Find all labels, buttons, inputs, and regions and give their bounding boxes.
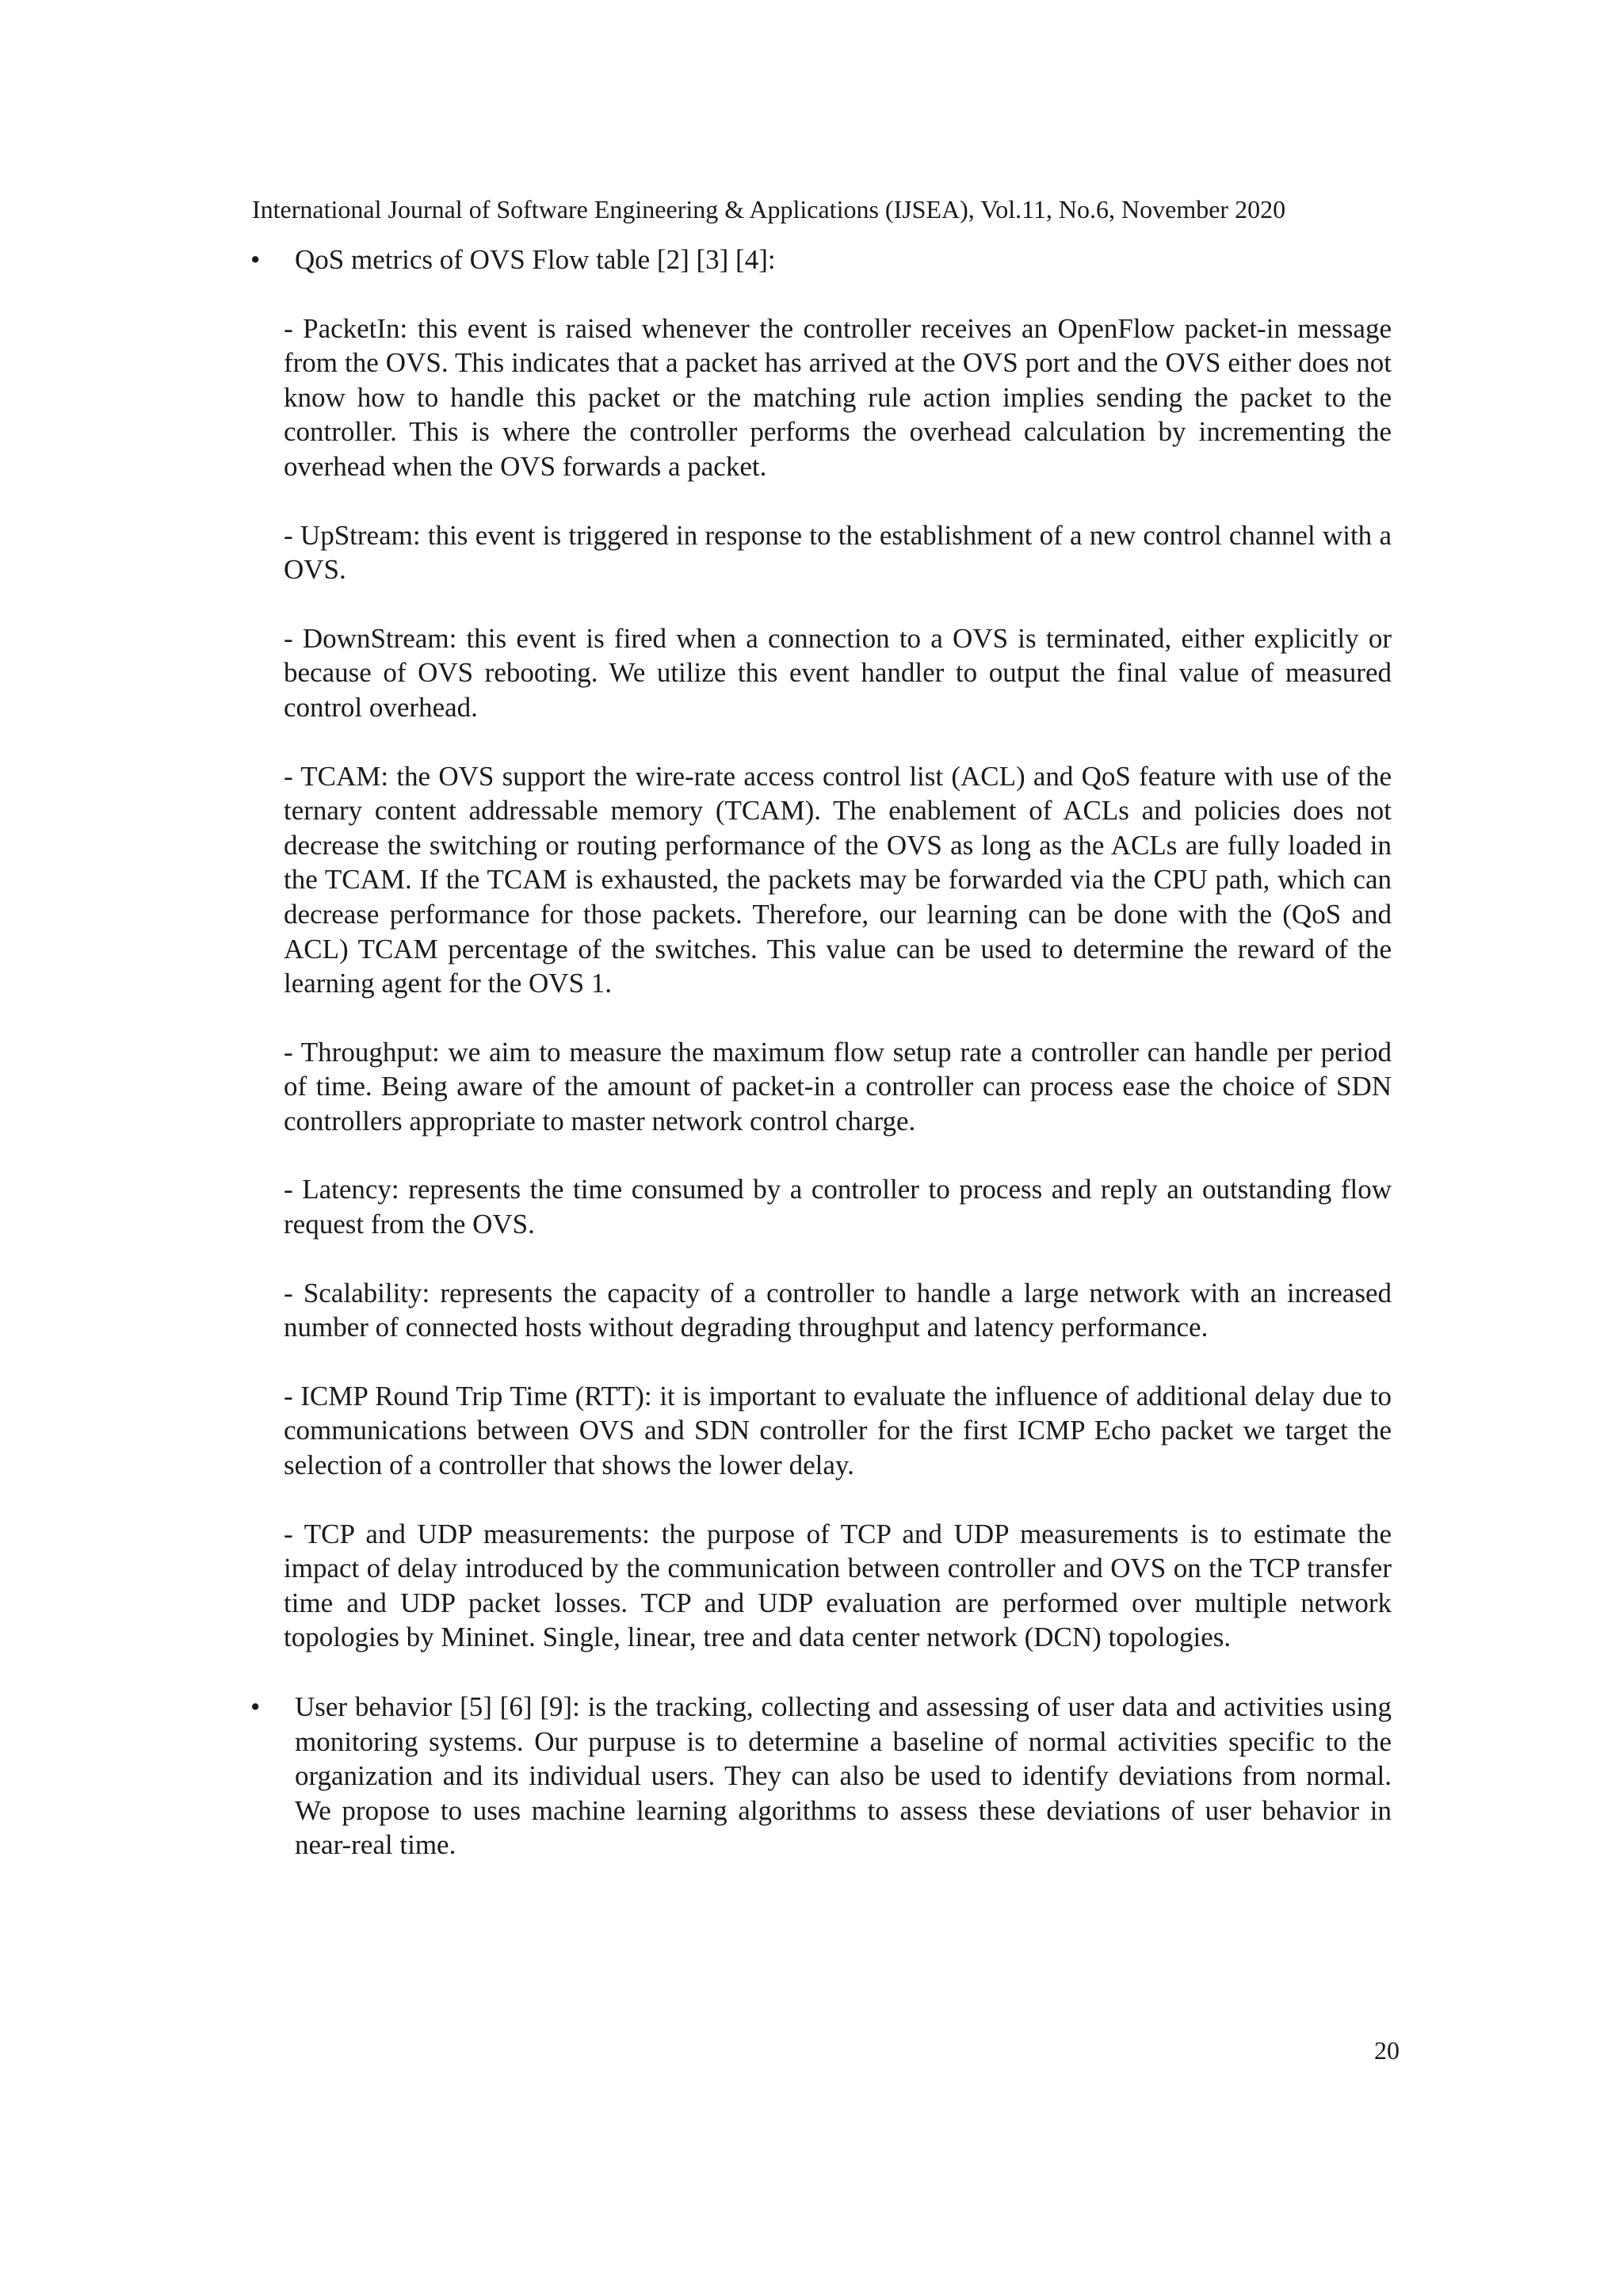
metric-throughput: - Throughput: we aim to measure the maximum flow setup rate a controller can handle per period of time. Being aware of the amount of packet-in a controller can process ease the choice of SDN controllers appropriate to master network control charge. — [284, 1036, 1392, 1137]
metric-packetin: - PacketIn: this event is raised whenever the controller receives an OpenFlow packet-in message from the OVS. This indicates that a packet has arrived at the OVS port and the OVS either does not know how to handle this packet or the matching rule action implies sending the packet to the controller. This is where the controller performs the overhead calculation by incrementing the overhead when the OVS forwards a packet. — [284, 312, 1392, 482]
page-number: 20 — [1374, 2036, 1400, 2065]
bullet-icon: • — [250, 1691, 261, 1722]
running-header: International Journal of Software Engineering & Applications (IJSEA), Vol.11, No.6, November 2020 — [252, 195, 1286, 223]
qos-metrics-heading: QoS metrics of OVS Flow table [2] [3] [4]: — [295, 244, 776, 275]
metric-tcp-udp: - TCP and UDP measurements: the purpose of TCP and UDP measurements is to estimate the impact of delay introduced by the communication between controller and OVS on the TCP transfer time and UDP packet losses. TCP and UDP evaluation are performed over multiple network topologies by Mininet. Single, linear, tree and data center network (DCN) topologies. — [284, 1518, 1392, 1653]
user-behavior-text: User behavior [5] [6] [9]: is the tracking, collecting and assessing of user data and activities using monitoring systems. Our purpuse is to determine a baseline of normal activities specific to the organization and its individual users. They can also be used to identify deviations from normal. We propose to uses machine learning algorithms to assess these deviations of user behavior in near-real time. — [295, 1691, 1392, 1861]
metric-tcam: - TCAM: the OVS support the wire-rate access control list (ACL) and QoS feature with use of the ternary content addressable memory (TCAM). The enablement of ACLs and policies does not decrease the switching or routing performance of the OVS as long as the ACLs are fully loaded in the TCAM. If the TCAM is exhausted, the packets may be forwarded via the CPU path, which can decrease performance for those packets. Therefore, our learning can be done with the (QoS and ACL) TCAM percentage of the switches. This value can be used to determine the reward of the learning agent for the OVS 1. — [284, 760, 1392, 999]
metric-upstream: - UpStream: this event is triggered in response to the establishment of a new control channel with a OVS. — [284, 519, 1392, 586]
page-body — [246, 243, 1392, 1862]
bullet-user-behavior — [246, 1690, 1392, 1862]
bullet-qos-metrics — [246, 243, 1392, 277]
metric-scalability: - Scalability: represents the capacity of a controller to handle a large network with an increased number of connected hosts without degrading throughput and latency performance. — [284, 1277, 1392, 1343]
metric-latency: - Latency: represents the time consumed by a controller to process and reply an outstanding flow request from the OVS. — [284, 1174, 1392, 1240]
metric-icmp-rtt: - ICMP Round Trip Time (RTT): it is important to evaluate the influence of additional delay due to communications between OVS and SDN controller for the first ICMP Echo packet we target the selection of a controller that shows the lower delay. — [284, 1380, 1392, 1481]
bullet-icon: • — [250, 244, 261, 275]
metric-downstream: - DownStream: this event is fired when a connection to a OVS is terminated, either explicitly or because of OVS rebooting. We utilize this event handler to output the final value of measured control overhead. — [284, 622, 1392, 723]
